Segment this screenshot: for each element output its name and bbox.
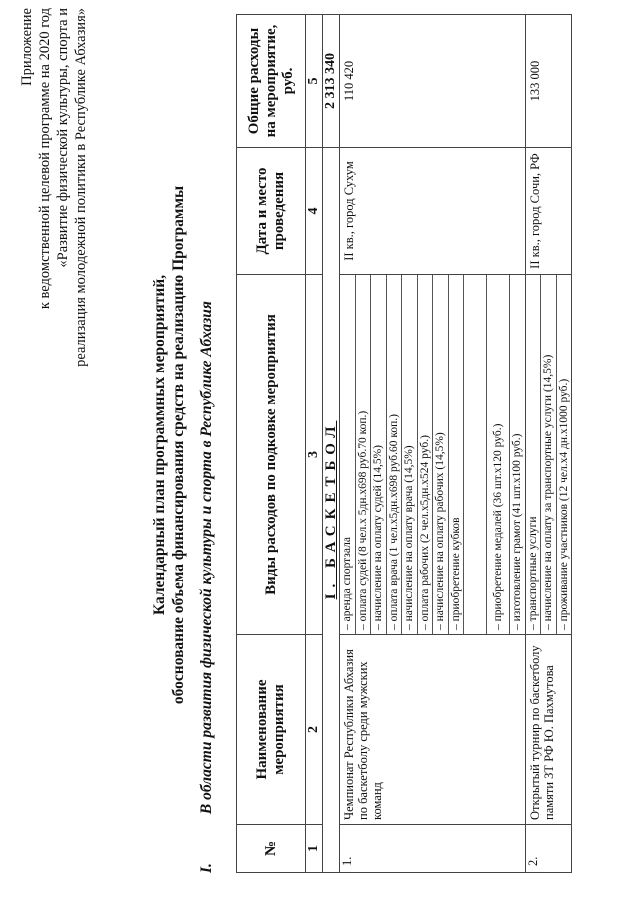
expense-item: – начисление на оплату за транспортные услуги (14,5%)	[541, 275, 557, 634]
appendix-line: «Развитие физической культуры, спорта и	[55, 8, 71, 268]
title-line-1: Календарный план программных мероприятий,	[151, 274, 168, 616]
expense-item: – приобретение медалей (36 шт.х120 руб.)	[487, 275, 510, 634]
header-number: №	[237, 825, 306, 873]
event-name: Открытый турнир по баскетболу памяти ЗТ РФ Ю. Пахмутова	[525, 635, 572, 825]
header-date-place: Дата и место проведения	[237, 148, 306, 275]
expense-item: – оплата судей (8 чел.х 5дн.х698 руб.70 коп.)	[356, 275, 372, 634]
expense-item: – приобретение кубков	[449, 275, 465, 634]
column-number: 2	[306, 635, 323, 825]
appendix-line: Приложение	[19, 8, 35, 86]
expense-item: – оплата врача (1 чел.х5дн.х698 руб.60 коп.)	[387, 275, 403, 634]
section-label: I. БАСКЕТБОЛ	[323, 148, 340, 873]
section-heading	[198, 13, 216, 873]
document-title	[150, 145, 188, 745]
header-total-cost: Общие расходы на мероприятие, руб.	[237, 15, 306, 148]
event-date-place: II кв., город Сухум	[340, 148, 526, 275]
title-line-2: обоснование объема финансирования средств на реализацию Программы	[170, 185, 187, 705]
appendix-note	[18, 8, 90, 528]
expense-item: – оплата рабочих (2 чел.х5дн.х524 руб.)	[418, 275, 434, 634]
appendix-line: реализация молодежной политики в Республике Абхазия»	[73, 8, 89, 367]
table-row	[340, 15, 526, 873]
column-number: 4	[306, 148, 323, 275]
section-heading-text: В области развития физической культуры и спорта в Республике Абхазия	[198, 301, 215, 815]
event-number: 1.	[340, 825, 526, 873]
expense-item: – начисление на оплату судей (14,5%)	[371, 275, 387, 634]
event-name: Чемпионат Республики Абхазия по баскетболу среди мужских команд	[340, 635, 526, 825]
expense-list-cell	[340, 275, 526, 635]
header-expense-types: Виды расходов по подковке мероприятия	[237, 275, 306, 635]
expense-item: – транспортные услуги	[526, 275, 542, 634]
appendix-line: к ведомственной целевой программе на 2020 год	[37, 8, 53, 310]
section-total: 2 313 340	[323, 15, 340, 148]
event-total: 133 000	[525, 15, 572, 148]
event-number: 2.	[525, 825, 572, 873]
plan-table	[236, 14, 572, 873]
expense-list	[340, 275, 525, 634]
expense-item: – изготовление грамот (41 шт.х100 руб.)	[511, 433, 523, 630]
expense-list	[526, 275, 572, 634]
expense-item: – аренда спортзала	[340, 275, 356, 634]
expense-list-cell	[525, 275, 572, 635]
column-number: 3	[306, 275, 323, 635]
expense-item-empty	[464, 275, 487, 634]
header-row	[237, 15, 306, 873]
column-number: 5	[306, 15, 323, 148]
expense-item: – начисление на оплату рабочих (14,5%)	[433, 275, 449, 634]
table-row	[525, 15, 572, 873]
column-number-row	[306, 15, 323, 873]
section-heading-number: I.	[198, 863, 215, 873]
expense-item: – начисление на оплату врача (14,5%)	[402, 275, 418, 634]
event-total: 110 420	[340, 15, 526, 148]
column-number: 1	[306, 825, 323, 873]
expense-item: – проживание участников (12 чел.х4 дн.х1000 руб.)	[557, 378, 570, 630]
event-date-place: II кв., город Сочи, РФ	[525, 148, 572, 275]
header-event-name: Наименование мероприятия	[237, 635, 306, 825]
section-row	[323, 15, 340, 873]
